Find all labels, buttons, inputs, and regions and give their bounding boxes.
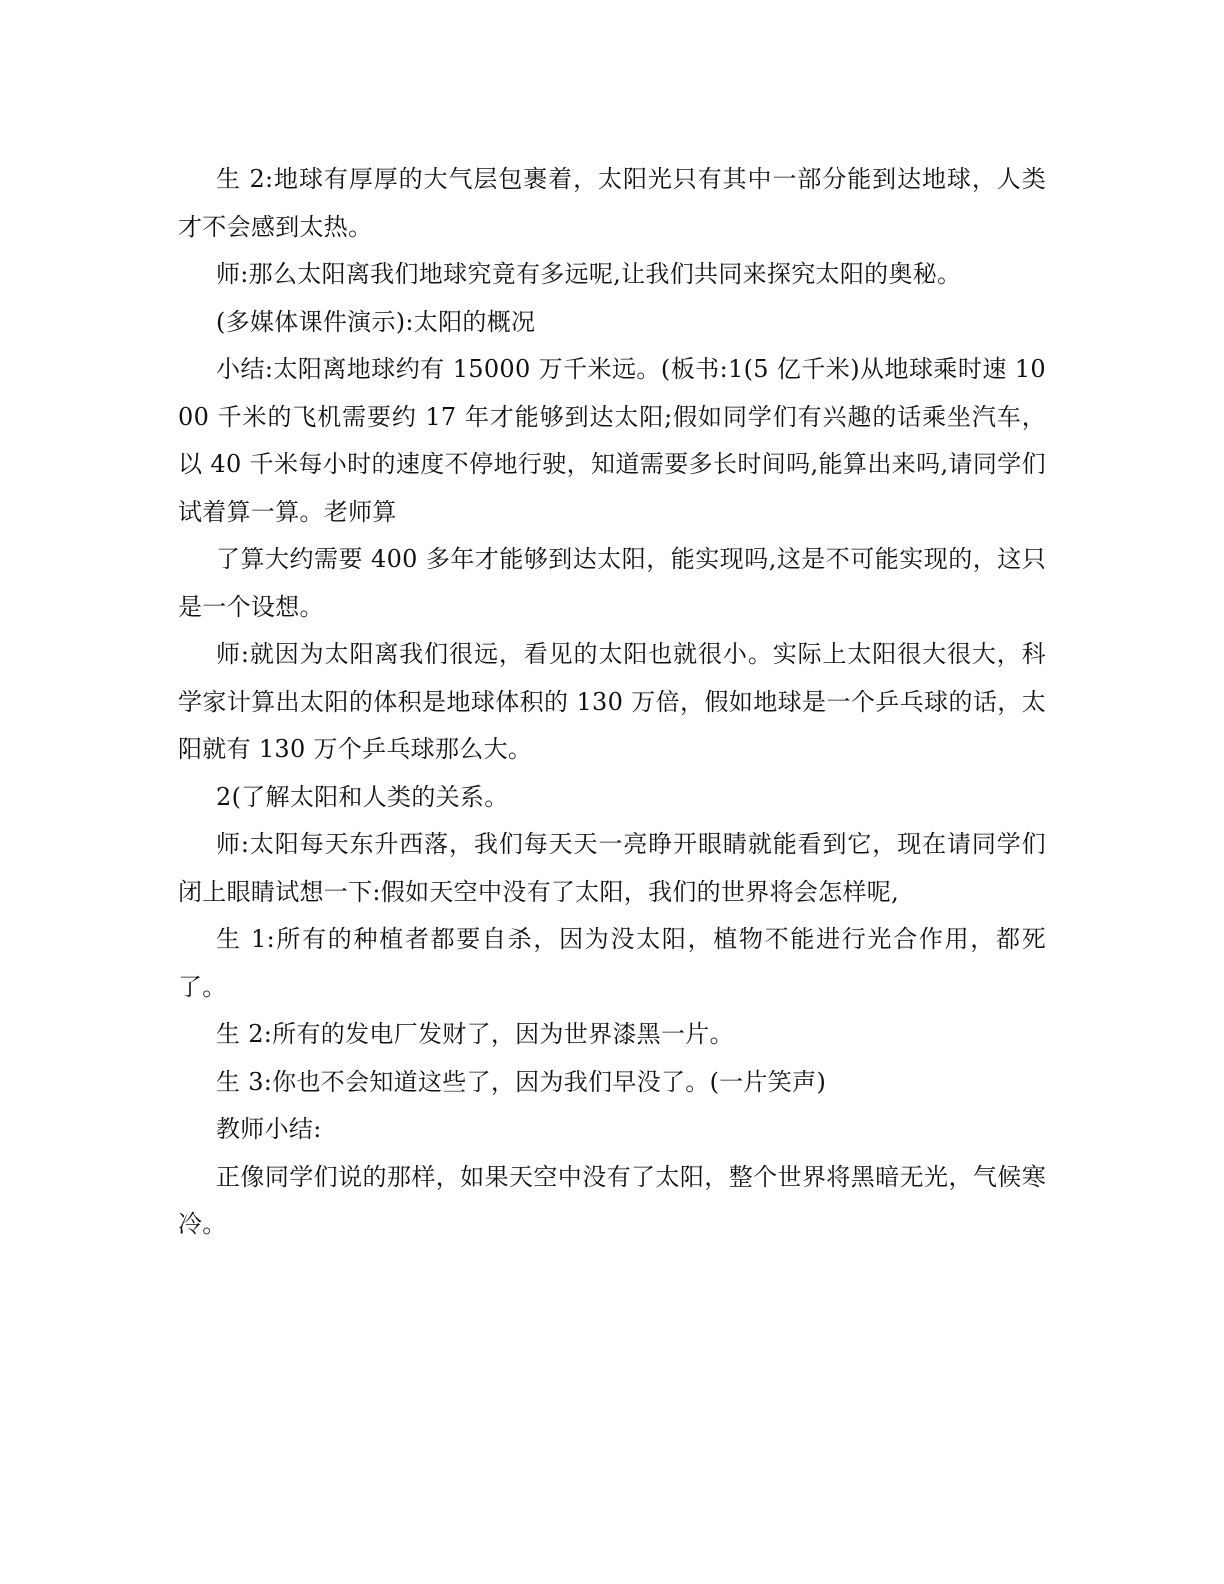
paragraph: 生 2:所有的发电厂发财了，因为世界漆黑一片。: [216, 1020, 734, 1048]
paragraph: 生 3:你也不会知道这些了，因为我们早没了。(一片笑声): [216, 1067, 827, 1096]
paragraph: 师:那么太阳离我们地球究竟有多远呢,让我们共同来探究太阳的奥秘。: [216, 260, 962, 288]
paragraph: 教师小结:: [216, 1115, 322, 1143]
paragraph: 了算大约需要 400 多年才能够到达太阳，能实现吗,这是不可能实现的，这只是一个设想。: [178, 545, 1046, 621]
paragraph: 生 2:地球有厚厚的大气层包裹着，太阳光只有其中一部分能到达地球，人类才不会感到太热。: [178, 165, 1046, 241]
paragraph: 小结:太阳离地球约有 15000 万千米远。(板书:1(5 亿千米)从地球乘时速 1000 千米的飞机需要约 17 年才能够到达太阳;假如同学们有兴趣的话乘坐汽车，以 40 千米每小时的速度不停地行驶，知道需要多长时间吗,能算出来吗,请同学们试着算一算。老师算: [178, 355, 1046, 526]
paragraph: 2(了解太阳和人类的关系。: [216, 782, 509, 811]
document-body: [178, 156, 1046, 1249]
paragraph: 正像同学们说的那样，如果天空中没有了太阳，整个世界将黑暗无光，气候寒冷。: [178, 1162, 1046, 1238]
paragraph: (多媒体课件演示):太阳的概况: [216, 307, 536, 336]
paragraph: 师:太阳每天东升西落，我们每天天一亮睁开眼睛就能看到它，现在请同学们闭上眼睛试想一下:假如天空中没有了太阳，我们的世界将会怎样呢,: [178, 830, 1046, 906]
paragraph: 生 1:所有的种植者都要自杀，因为没太阳，植物不能进行光合作用，都死了。: [178, 925, 1046, 1001]
paragraph: 师:就因为太阳离我们很远，看见的太阳也就很小。实际上太阳很大很大，科学家计算出太阳的体积是地球体积的 130 万倍，假如地球是一个乒乓球的话，太阳就有 130 万个乒乓球那么大。: [178, 640, 1046, 763]
